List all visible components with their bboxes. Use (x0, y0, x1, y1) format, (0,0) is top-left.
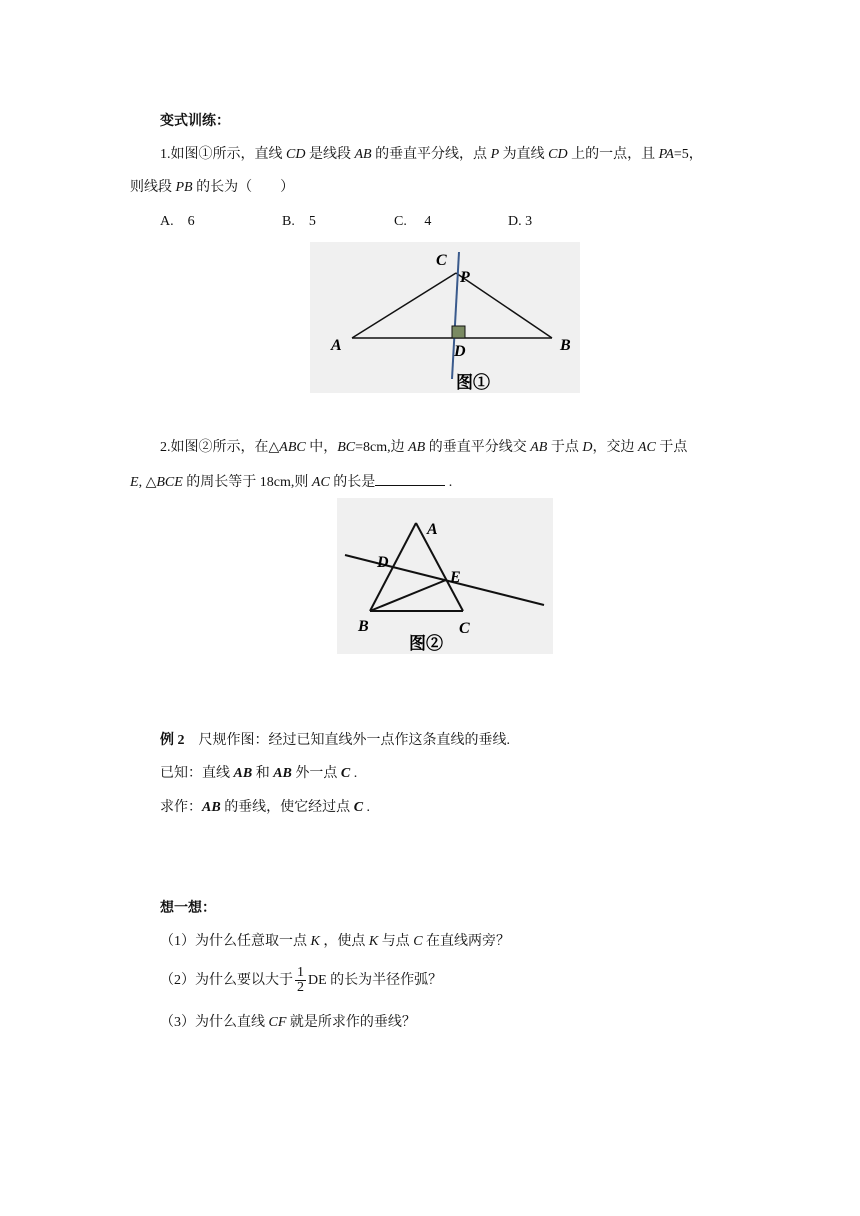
example-2-task: 求作：AB 的垂线，使它经过点 C . (160, 800, 371, 815)
figure-1 (310, 242, 580, 393)
label-c: C (459, 620, 470, 637)
example-2-given: 已知：直线 AB 和 AB 外一点 C . (160, 766, 358, 781)
segment-be (370, 580, 446, 611)
q1-option-c[interactable]: C. 4 (394, 214, 432, 229)
q1-option-b[interactable]: B. 5 (282, 214, 316, 229)
q1-option-d[interactable]: D. 3 (508, 214, 533, 229)
example-2-heading: 例 2 尺规作图：经过已知直线外一点作这条直线的垂线. (160, 733, 510, 748)
segment-ac (416, 523, 463, 611)
figure-1-caption: 图① (456, 373, 490, 392)
answer-blank[interactable] (375, 471, 445, 486)
q2-stem-line2: E, △BCE 的周长等于 18cm,则 AC 的长是 . (130, 471, 452, 493)
section-title: 变式训练： (160, 114, 230, 129)
figure-2 (337, 498, 553, 654)
think-question-2: （2）为什么要以大于 $\frac{1}{2}$ DE 的长为半径作弧？ (160, 965, 443, 996)
label-c: C (436, 252, 447, 269)
label-d: D (377, 554, 389, 571)
label-a: A (427, 521, 438, 538)
fraction-half: $\frac{1}{2}$ (297, 965, 304, 996)
label-b: B (560, 337, 571, 354)
perpendicular-bisector (345, 555, 544, 605)
label-a: A (331, 337, 342, 354)
segment-pa (352, 273, 456, 338)
q1-options (160, 212, 580, 232)
figure-1-drawing (310, 242, 580, 393)
think-question-1: （1）为什么任意取一点 K ，使点 K 与点 C 在直线两旁？ (160, 934, 511, 949)
label-b: B (358, 618, 369, 635)
right-angle-mark (452, 326, 465, 338)
figure-2-caption: 图② (409, 634, 443, 653)
think-title: 想一想： (160, 901, 216, 916)
q1-option-a[interactable]: A. 6 (160, 214, 195, 229)
label-d: D (454, 343, 466, 360)
q1-stem-line1: 1.如图①所示，直线 CD 是线段 AB 的垂直平分线，点 P 为直线 CD 上的一点，且 PA=5， (160, 147, 703, 162)
think-question-3: （3）为什么直线 CF 就是所求作的垂线？ (160, 1015, 416, 1030)
q2-stem-line1: 2.如图②所示，在△ABC 中，BC=8cm,边 AB 的垂直平分线交 AB 于点 D，交边 AC 于点 (160, 440, 688, 455)
figure-2-drawing (337, 498, 553, 654)
label-p: P (460, 269, 470, 286)
segment-pb (456, 273, 552, 338)
q1-stem-line2: 则线段 PB 的长为（ ） (130, 180, 295, 195)
label-e: E (450, 569, 461, 586)
